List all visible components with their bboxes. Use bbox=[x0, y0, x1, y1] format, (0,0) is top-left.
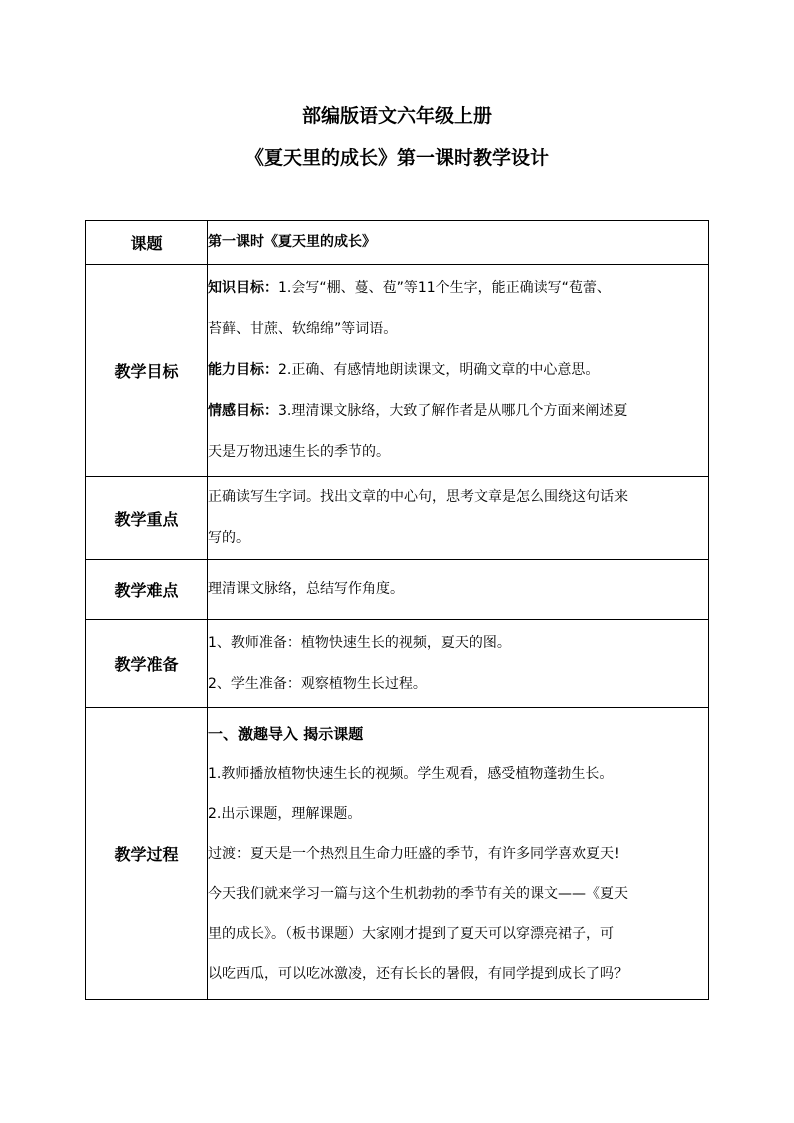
process-transition-line2: 今天我们就来学习一篇与这个生机勃勃的季节有关的课文——《夏天 bbox=[208, 885, 628, 902]
preparation-label: 教学准备 bbox=[86, 620, 208, 708]
difficulties-content bbox=[208, 560, 709, 620]
document-subtitle: 《夏天里的成长》第一课时教学设计 bbox=[244, 147, 549, 169]
knowledge-goal-text: 1.会写“棚、蔓、苞”等11个生字，能正确读写“苞蕾、 bbox=[278, 280, 611, 296]
emotion-goal-label: 情感目标： bbox=[208, 403, 278, 419]
key-points-line1: 正确读写生字词。找出文章的中心句，思考文章是怎么围绕这句话来 bbox=[208, 489, 628, 505]
process-transition-line1: 过渡：夏天是一个热烈且生命力旺盛的季节，有许多同学喜欢夏天! bbox=[208, 845, 620, 862]
emotion-goal-cont: 天是万物迅速生长的季节的。 bbox=[208, 444, 390, 460]
knowledge-goal-cont: 苔藓、甘蔗、软绵绵”等词语。 bbox=[208, 321, 398, 337]
topic-value: 第一课时《夏天里的成长》 bbox=[208, 221, 709, 265]
preparation-content bbox=[208, 620, 709, 708]
process-step1: 1.教师播放植物快速生长的视频。学生观看，感受植物蓬勃生长。 bbox=[208, 765, 614, 782]
difficulties-text: 理清课文脉络，总结写作角度。 bbox=[208, 581, 404, 597]
goals-content bbox=[208, 265, 709, 477]
topic-label: 课题 bbox=[86, 221, 208, 265]
process-section-title: 一、激趣导入 揭示课题 bbox=[208, 724, 364, 743]
goals-row bbox=[86, 265, 709, 477]
preparation-row bbox=[86, 620, 709, 708]
process-step2: 2.出示课题，理解课题。 bbox=[208, 805, 362, 822]
ability-goal-label: 能力目标： bbox=[208, 362, 278, 378]
process-content bbox=[208, 708, 709, 1000]
emotion-goal bbox=[208, 391, 708, 432]
knowledge-goal-label: 知识目标： bbox=[208, 280, 278, 296]
ability-goal-text: 2.正确、有感情地朗读课文，明确文章的中心意思。 bbox=[278, 362, 600, 378]
process-row bbox=[86, 708, 709, 1000]
key-points-content bbox=[208, 477, 709, 560]
difficulties-row bbox=[86, 560, 709, 620]
process-transition-line4: 以吃西瓜，可以吃冰激凌，还有长长的暑假，有同学提到成长了吗？ bbox=[208, 965, 628, 982]
process-transition-line3: 里的成长》。（板书课题）大家刚才提到了夏天可以穿漂亮裙子，可 bbox=[208, 925, 614, 942]
preparation-line1: 1、教师准备：植物快速生长的视频，夏天的图。 bbox=[208, 634, 511, 651]
process-label: 教学过程 bbox=[86, 708, 208, 1000]
key-points-label: 教学重点 bbox=[86, 477, 208, 560]
key-points-row bbox=[86, 477, 709, 560]
ability-goal bbox=[208, 350, 708, 391]
document-title: 部编版语文六年级上册 bbox=[301, 105, 492, 127]
emotion-goal-text: 3.理清课文脉络，大致了解作者是从哪几个方面来阐述夏 bbox=[278, 403, 628, 419]
preparation-line2: 2、学生准备：观察植物生长过程。 bbox=[208, 675, 427, 692]
lesson-plan-table bbox=[85, 220, 709, 1000]
topic-row bbox=[86, 221, 709, 265]
knowledge-goal bbox=[208, 268, 708, 309]
key-points-line2: 写的。 bbox=[208, 530, 250, 546]
goals-label: 教学目标 bbox=[86, 265, 208, 477]
difficulties-label: 教学难点 bbox=[86, 560, 208, 620]
